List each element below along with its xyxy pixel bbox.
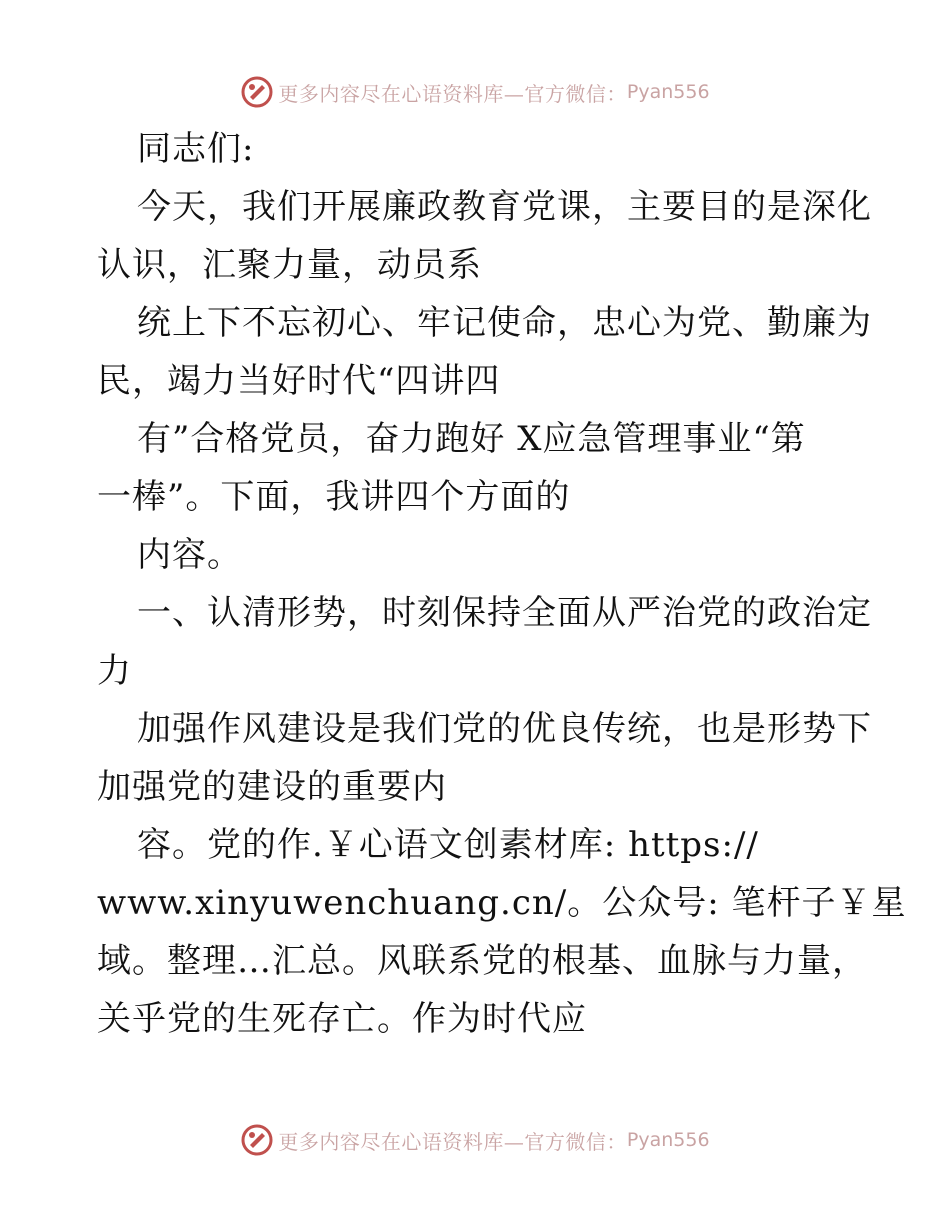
text-line: 民，竭力当好时代“四讲四 xyxy=(97,361,501,401)
text-line: 有”合格党员，奋力跑好 X应急管理事业“第 xyxy=(137,419,806,459)
footer-watermark-banner xyxy=(0,1120,950,1160)
text-line: 关乎党的生死存亡。作为时代应 xyxy=(97,999,587,1039)
text-line: 容。党的作.￥心语文创素材库: https:// xyxy=(137,825,759,865)
text-line: 一棒”。下面，我讲四个方面的 xyxy=(97,477,571,517)
text-line: 内容。 xyxy=(137,535,242,575)
banner-wechat-id: Pyan556 xyxy=(626,81,710,103)
text-line: 认识，汇聚力量，动员系 xyxy=(97,245,482,285)
document-body xyxy=(97,120,907,1048)
banner-text: 更多内容尽在心语资料库—官方微信： xyxy=(278,81,627,106)
text-line: 同志们: xyxy=(137,129,255,169)
red-seal-logo-icon xyxy=(240,1123,274,1157)
text-line: www.xinyuwenchuang.cn/。公众号: 笔杆子￥星 xyxy=(97,883,907,923)
banner-wechat-id: Pyan556 xyxy=(626,1129,710,1151)
red-seal-logo-icon xyxy=(240,75,274,109)
section-heading-line: 一、认清形势，时刻保持全面从严治党的政治定 xyxy=(137,593,872,633)
text-line: 今天，我们开展廉政教育党课，主要目的是深化 xyxy=(137,187,872,227)
text-line: 域。整理…汇总。风联系党的根基、血脉与力量， xyxy=(97,941,867,981)
header-watermark-banner xyxy=(0,72,950,112)
text-line: 加强党的建设的重要内 xyxy=(97,767,447,807)
banner-text: 更多内容尽在心语资料库—官方微信： xyxy=(278,1129,627,1154)
text-line: 加强作风建设是我们党的优良传统，也是形势下 xyxy=(137,709,872,749)
section-heading-line: 力 xyxy=(97,651,132,691)
text-line: 统上下不忘初心、牢记使命，忠心为党、勤廉为 xyxy=(137,303,872,343)
